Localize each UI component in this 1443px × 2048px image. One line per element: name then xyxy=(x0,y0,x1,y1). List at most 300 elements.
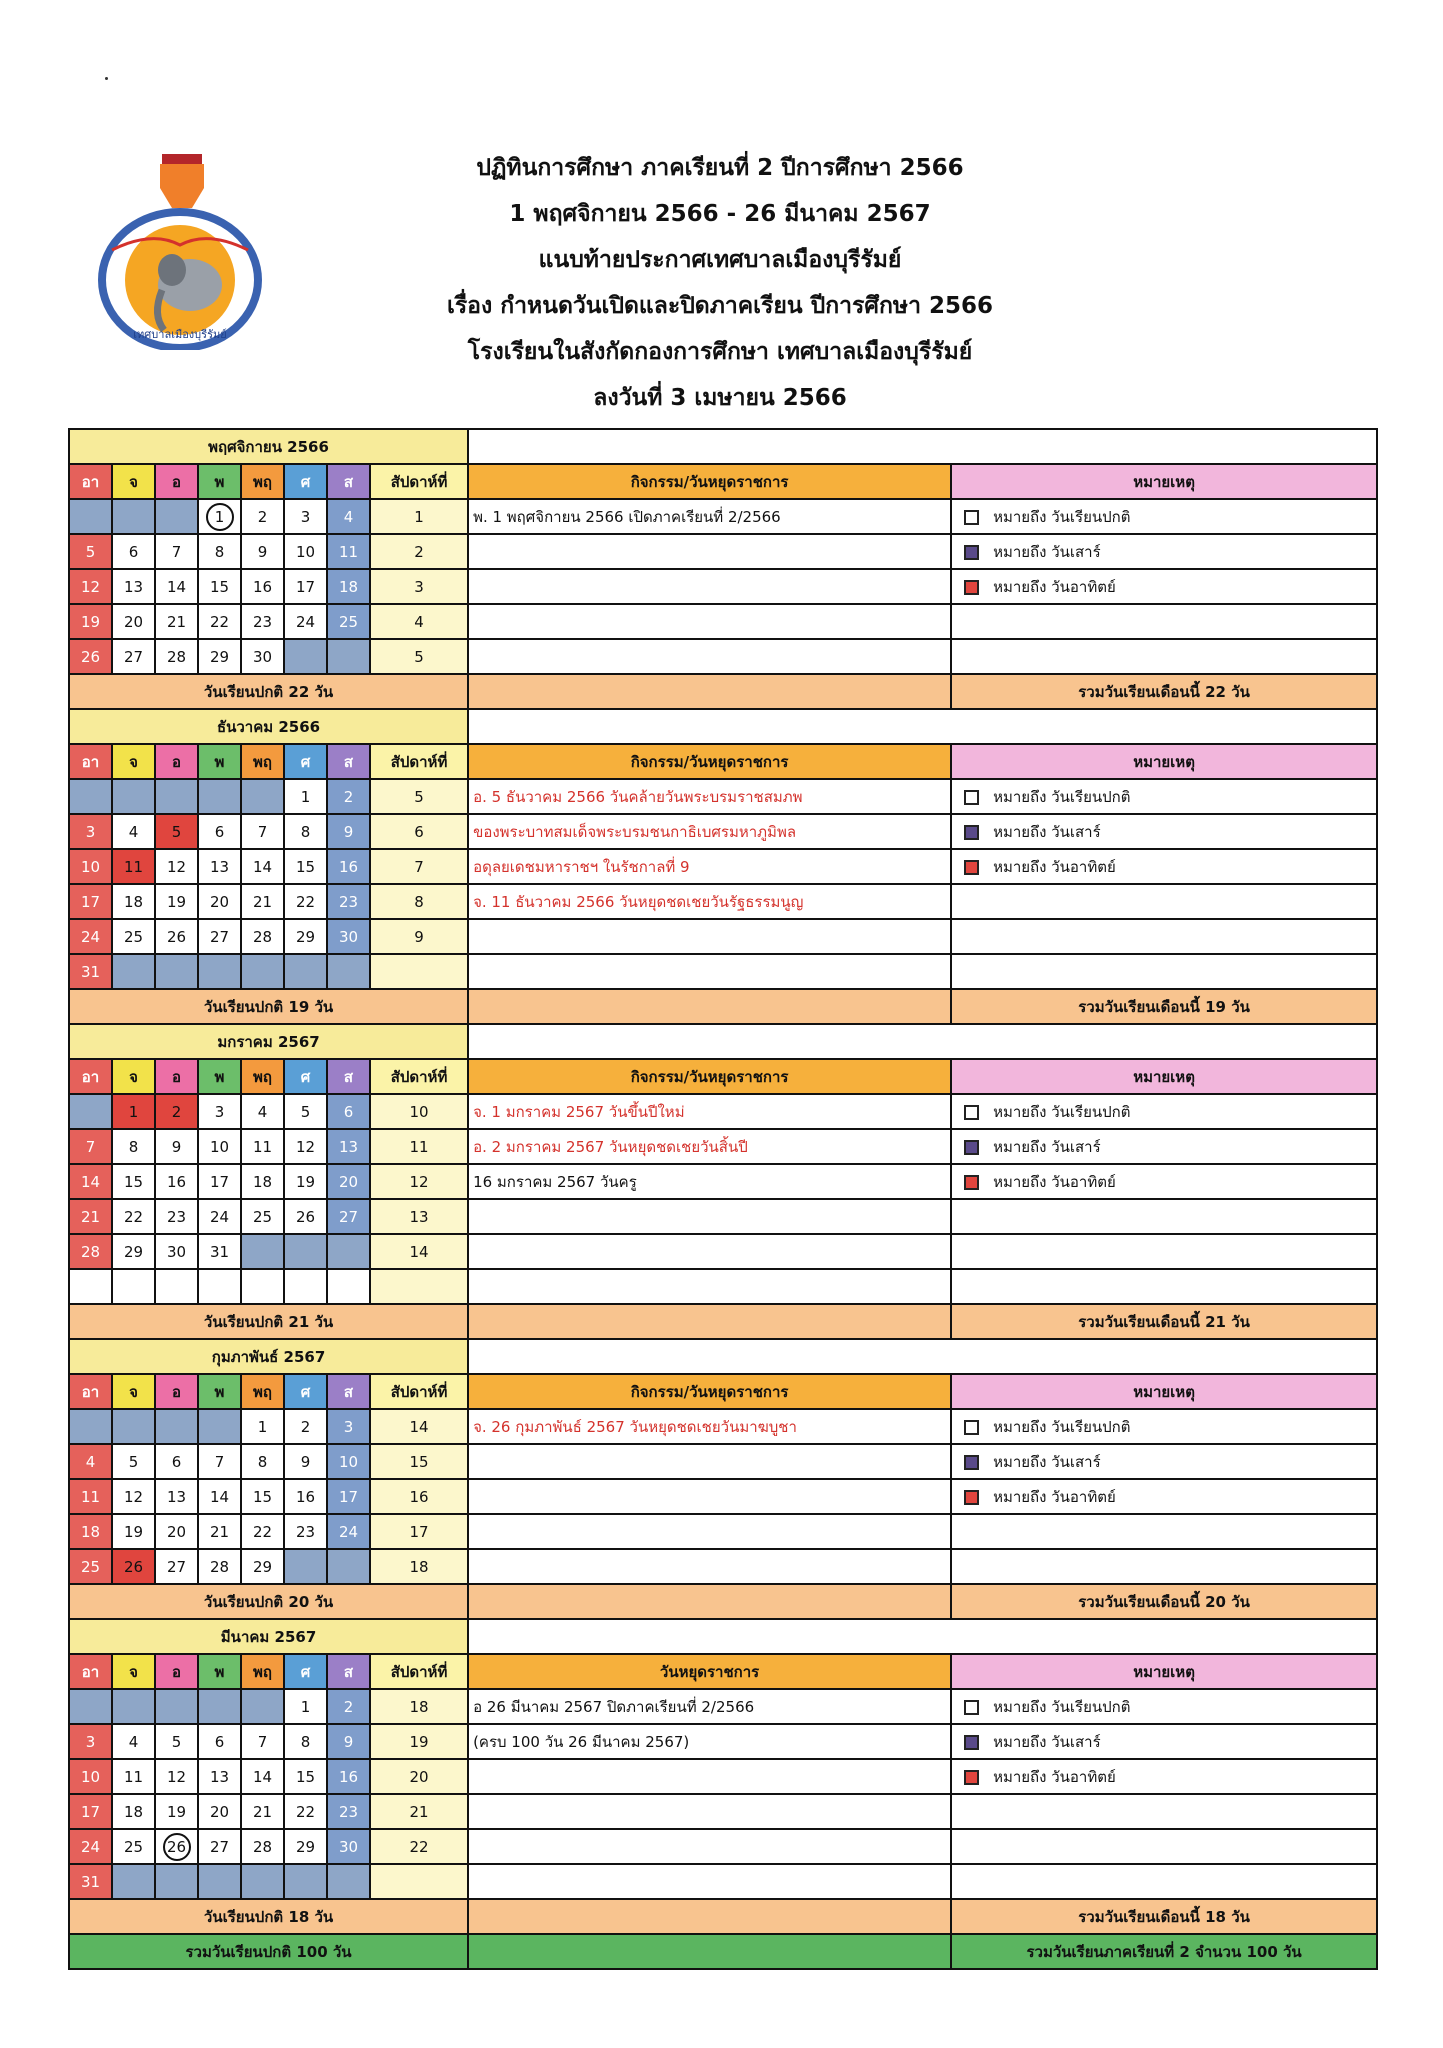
day-header: พ xyxy=(198,1059,241,1094)
activity-cell xyxy=(468,1759,951,1794)
day-cell: 26 xyxy=(112,1549,155,1584)
month-spacer xyxy=(468,429,1377,464)
month-title-row xyxy=(69,429,1377,464)
week-row xyxy=(69,779,1377,814)
day-cell xyxy=(327,1864,370,1899)
day-cell: 7 xyxy=(198,1444,241,1479)
day-header: ศ xyxy=(284,1654,327,1689)
day-header-row xyxy=(69,1654,1377,1689)
day-cell: 19 xyxy=(155,884,198,919)
day-cell: 28 xyxy=(241,919,284,954)
note-cell xyxy=(951,954,1377,989)
title-line-1: ปฏิทินการศึกษา ภาคเรียนที่ 2 ปีการศึกษา 2566 xyxy=(476,155,964,181)
day-cell: 13 xyxy=(198,1759,241,1794)
note-header: หมายเหตุ xyxy=(951,744,1377,779)
note-cell xyxy=(951,1864,1377,1899)
day-cell: 12 xyxy=(155,849,198,884)
day-cell: 31 xyxy=(69,1864,112,1899)
day-cell: 5 xyxy=(155,1724,198,1759)
day-cell: 18 xyxy=(69,1514,112,1549)
day-cell: 1 xyxy=(284,1689,327,1724)
week-number: 21 xyxy=(370,1794,468,1829)
note-cell xyxy=(951,1759,1377,1794)
day-cell: 11 xyxy=(112,1759,155,1794)
activity-cell xyxy=(468,1549,951,1584)
day-cell xyxy=(155,779,198,814)
activity-header: กิจกรรม/วันหยุดราชการ xyxy=(468,1059,951,1094)
week-header: สัปดาห์ที่ xyxy=(370,1374,468,1409)
week-number: 14 xyxy=(370,1409,468,1444)
day-cell: 19 xyxy=(112,1514,155,1549)
day-cell xyxy=(198,954,241,989)
week-row xyxy=(69,1864,1377,1899)
week-row xyxy=(69,1164,1377,1199)
note-cell xyxy=(951,1269,1377,1304)
month-total-days: รวมวันเรียนเดือนนี้ 18 วัน xyxy=(951,1899,1377,1934)
day-cell xyxy=(241,1864,284,1899)
day-cell: 27 xyxy=(155,1549,198,1584)
month-school-days: วันเรียนปกติ 20 วัน xyxy=(69,1584,468,1619)
activity-cell: อ 26 มีนาคม 2567 ปิดภาคเรียนที่ 2/2566 xyxy=(468,1689,951,1724)
legend-text: หมายถึง วันเรียนปกติ xyxy=(993,1417,1131,1436)
note-cell xyxy=(951,884,1377,919)
note-header: หมายเหตุ xyxy=(951,1654,1377,1689)
day-header: อ xyxy=(155,744,198,779)
day-cell: 25 xyxy=(112,1829,155,1864)
day-cell: 13 xyxy=(112,569,155,604)
day-header: พฤ xyxy=(241,464,284,499)
day-cell xyxy=(155,1269,198,1304)
day-cell: 16 xyxy=(155,1164,198,1199)
legend-text: หมายถึง วันอาทิตย์ xyxy=(993,577,1116,596)
grand-total-left: รวมวันเรียนปกติ 100 วัน xyxy=(69,1934,468,1969)
day-cell: 14 xyxy=(241,1759,284,1794)
month-summary-row xyxy=(69,1899,1377,1934)
activity-cell: (ครบ 100 วัน 26 มีนาคม 2567) xyxy=(468,1724,951,1759)
week-number xyxy=(370,1269,468,1304)
week-row xyxy=(69,1234,1377,1269)
day-cell: 27 xyxy=(198,1829,241,1864)
month-summary-row xyxy=(69,674,1377,709)
day-header: อ xyxy=(155,1374,198,1409)
activity-header: กิจกรรม/วันหยุดราชการ xyxy=(468,1374,951,1409)
day-cell: 8 xyxy=(198,534,241,569)
week-number: 9 xyxy=(370,919,468,954)
day-cell: 26 xyxy=(69,639,112,674)
week-row xyxy=(69,1409,1377,1444)
legend-swatch xyxy=(964,860,979,875)
day-cell: 8 xyxy=(284,814,327,849)
day-header: ส xyxy=(327,1654,370,1689)
note-cell xyxy=(951,849,1377,884)
municipality-logo xyxy=(92,150,267,350)
day-cell: 31 xyxy=(69,954,112,989)
day-cell xyxy=(284,1549,327,1584)
activity-cell: อ. 5 ธันวาคม 2566 วันคล้ายวันพระบรมราชสมภพ xyxy=(468,779,951,814)
day-cell: 24 xyxy=(69,919,112,954)
legend-swatch xyxy=(964,1420,979,1435)
note-cell xyxy=(951,639,1377,674)
summary-spacer xyxy=(468,1899,951,1934)
month-summary-row xyxy=(69,1304,1377,1339)
week-number: 4 xyxy=(370,604,468,639)
week-row xyxy=(69,849,1377,884)
week-number: 8 xyxy=(370,884,468,919)
note-cell xyxy=(951,1094,1377,1129)
day-header: ศ xyxy=(284,1059,327,1094)
day-cell: 23 xyxy=(327,884,370,919)
day-cell: 13 xyxy=(327,1129,370,1164)
week-row xyxy=(69,954,1377,989)
week-number: 15 xyxy=(370,1444,468,1479)
day-cell xyxy=(69,779,112,814)
note-cell xyxy=(951,534,1377,569)
day-cell: 12 xyxy=(69,569,112,604)
title-line-3: แนบท้ายประกาศเทศบาลเมืองบุรีรัมย์ xyxy=(538,247,902,273)
day-cell: 11 xyxy=(69,1479,112,1514)
day-cell: 24 xyxy=(327,1514,370,1549)
legend-swatch xyxy=(964,1175,979,1190)
day-cell: 13 xyxy=(155,1479,198,1514)
legend-swatch xyxy=(964,1770,979,1785)
day-cell: 2 xyxy=(284,1409,327,1444)
circled-date: 26 xyxy=(163,1833,191,1861)
day-cell xyxy=(327,1234,370,1269)
activity-cell xyxy=(468,1444,951,1479)
day-cell: 6 xyxy=(112,534,155,569)
day-cell: 7 xyxy=(241,1724,284,1759)
day-cell: 28 xyxy=(241,1829,284,1864)
day-cell xyxy=(284,1864,327,1899)
legend-text: หมายถึง วันเรียนปกติ xyxy=(993,1697,1131,1716)
day-cell: 4 xyxy=(112,814,155,849)
day-cell: 7 xyxy=(69,1129,112,1164)
day-cell: 29 xyxy=(241,1549,284,1584)
legend-text: หมายถึง วันเสาร์ xyxy=(993,822,1101,841)
day-header: พ xyxy=(198,744,241,779)
day-cell: 5 xyxy=(155,814,198,849)
day-cell: 21 xyxy=(198,1514,241,1549)
legend-swatch xyxy=(964,790,979,805)
legend-swatch xyxy=(964,825,979,840)
week-header: สัปดาห์ที่ xyxy=(370,1654,468,1689)
legend-swatch xyxy=(964,1700,979,1715)
month-total-days: รวมวันเรียนเดือนนี้ 22 วัน xyxy=(951,674,1377,709)
summary-spacer xyxy=(468,1304,951,1339)
activity-cell xyxy=(468,1864,951,1899)
day-cell: 3 xyxy=(198,1094,241,1129)
day-cell: 23 xyxy=(241,604,284,639)
activity-cell xyxy=(468,1829,951,1864)
day-cell xyxy=(327,954,370,989)
academic-calendar xyxy=(68,428,1376,1970)
day-cell: 22 xyxy=(198,604,241,639)
day-cell: 17 xyxy=(198,1164,241,1199)
week-row xyxy=(69,1794,1377,1829)
note-cell xyxy=(951,1549,1377,1584)
day-header: จ xyxy=(112,1374,155,1409)
day-cell: 1 xyxy=(284,779,327,814)
day-cell: 3 xyxy=(69,814,112,849)
week-row xyxy=(69,569,1377,604)
day-cell: 14 xyxy=(198,1479,241,1514)
day-header: อา xyxy=(69,1059,112,1094)
day-cell: 8 xyxy=(241,1444,284,1479)
day-cell: 20 xyxy=(327,1164,370,1199)
month-spacer xyxy=(468,1024,1377,1059)
day-cell: 12 xyxy=(112,1479,155,1514)
day-cell xyxy=(284,1269,327,1304)
activity-cell: ของพระบาทสมเด็จพระบรมชนกาธิเบศรมหาภูมิพล xyxy=(468,814,951,849)
day-cell: 21 xyxy=(241,884,284,919)
day-cell: 9 xyxy=(284,1444,327,1479)
note-cell xyxy=(951,1479,1377,1514)
day-header: จ xyxy=(112,744,155,779)
day-cell xyxy=(155,1829,198,1864)
day-header-row xyxy=(69,744,1377,779)
day-header: พฤ xyxy=(241,1059,284,1094)
day-cell: 14 xyxy=(69,1164,112,1199)
day-cell: 23 xyxy=(327,1794,370,1829)
day-cell: 22 xyxy=(284,884,327,919)
day-cell xyxy=(155,499,198,534)
day-cell: 19 xyxy=(284,1164,327,1199)
day-cell: 6 xyxy=(327,1094,370,1129)
week-row xyxy=(69,1689,1377,1724)
day-cell: 17 xyxy=(327,1479,370,1514)
week-number: 6 xyxy=(370,814,468,849)
legend-swatch xyxy=(964,1105,979,1120)
day-cell: 27 xyxy=(112,639,155,674)
legend-text: หมายถึง วันอาทิตย์ xyxy=(993,1767,1116,1786)
day-cell xyxy=(155,1409,198,1444)
month-name: ธันวาคม 2566 xyxy=(69,709,468,744)
legend-text: หมายถึง วันเรียนปกติ xyxy=(993,787,1131,806)
legend-text: หมายถึง วันอาทิตย์ xyxy=(993,1487,1116,1506)
legend-swatch xyxy=(964,510,979,525)
grand-total-row xyxy=(69,1934,1377,1969)
week-number: 22 xyxy=(370,1829,468,1864)
week-number: 12 xyxy=(370,1164,468,1199)
svg-text:เทศบาลเมืองบุรีรัมย์: เทศบาลเมืองบุรีรัมย์ xyxy=(133,328,227,341)
day-cell: 2 xyxy=(155,1094,198,1129)
day-cell: 6 xyxy=(198,814,241,849)
day-cell: 28 xyxy=(155,639,198,674)
day-header: พ xyxy=(198,1374,241,1409)
day-cell: 5 xyxy=(112,1444,155,1479)
day-cell: 11 xyxy=(112,849,155,884)
week-number: 19 xyxy=(370,1724,468,1759)
note-cell xyxy=(951,779,1377,814)
week-row xyxy=(69,1514,1377,1549)
activity-cell xyxy=(468,919,951,954)
day-cell xyxy=(241,1234,284,1269)
day-cell xyxy=(112,1864,155,1899)
activity-cell xyxy=(468,604,951,639)
day-cell xyxy=(327,639,370,674)
week-number: 13 xyxy=(370,1199,468,1234)
activity-cell: จ. 11 ธันวาคม 2566 วันหยุดชดเชยวันรัฐธรรมนูญ xyxy=(468,884,951,919)
day-header: พ xyxy=(198,464,241,499)
week-row xyxy=(69,639,1377,674)
day-header: พฤ xyxy=(241,1654,284,1689)
day-cell: 25 xyxy=(69,1549,112,1584)
day-cell: 24 xyxy=(198,1199,241,1234)
activity-cell xyxy=(468,639,951,674)
week-number: 20 xyxy=(370,1759,468,1794)
day-cell xyxy=(69,1269,112,1304)
week-row xyxy=(69,1479,1377,1514)
day-cell: 29 xyxy=(198,639,241,674)
week-number: 5 xyxy=(370,639,468,674)
week-row xyxy=(69,1129,1377,1164)
week-number: 7 xyxy=(370,849,468,884)
day-cell: 6 xyxy=(155,1444,198,1479)
day-cell xyxy=(112,1689,155,1724)
day-header-row xyxy=(69,1374,1377,1409)
legend-swatch xyxy=(964,545,979,560)
day-cell xyxy=(112,1269,155,1304)
activity-cell xyxy=(468,569,951,604)
summary-spacer xyxy=(468,674,951,709)
note-cell xyxy=(951,569,1377,604)
legend-text: หมายถึง วันอาทิตย์ xyxy=(993,1172,1116,1191)
day-cell: 2 xyxy=(327,1689,370,1724)
month-name: กุมภาพันธ์ 2567 xyxy=(69,1339,468,1374)
day-header: ศ xyxy=(284,1374,327,1409)
day-cell xyxy=(241,1689,284,1724)
activity-cell: จ. 1 มกราคม 2567 วันขึ้นปีใหม่ xyxy=(468,1094,951,1129)
week-number: 14 xyxy=(370,1234,468,1269)
day-cell: 17 xyxy=(69,1794,112,1829)
day-cell xyxy=(69,499,112,534)
day-header: อ xyxy=(155,1059,198,1094)
note-header: หมายเหตุ xyxy=(951,1059,1377,1094)
day-cell: 11 xyxy=(241,1129,284,1164)
activity-cell: พ. 1 พฤศจิกายน 2566 เปิดภาคเรียนที่ 2/2566 xyxy=(468,499,951,534)
day-cell xyxy=(112,499,155,534)
day-cell: 25 xyxy=(112,919,155,954)
day-cell: 15 xyxy=(284,1759,327,1794)
day-cell: 22 xyxy=(241,1514,284,1549)
day-cell: 21 xyxy=(241,1794,284,1829)
title-line-6: ลงวันที่ 3 เมษายน 2566 xyxy=(593,385,847,411)
day-cell: 9 xyxy=(327,1724,370,1759)
summary-spacer xyxy=(468,1584,951,1619)
month-total-days: รวมวันเรียนเดือนนี้ 21 วัน xyxy=(951,1304,1377,1339)
day-cell xyxy=(112,1409,155,1444)
day-cell: 4 xyxy=(112,1724,155,1759)
activity-cell xyxy=(468,954,951,989)
day-cell: 18 xyxy=(112,1794,155,1829)
summary-spacer xyxy=(468,989,951,1024)
day-cell: 9 xyxy=(327,814,370,849)
month-spacer xyxy=(468,709,1377,744)
day-cell: 26 xyxy=(155,919,198,954)
grand-total-right: รวมวันเรียนภาคเรียนที่ 2 จำนวน 100 วัน xyxy=(951,1934,1377,1969)
activity-cell xyxy=(468,1794,951,1829)
week-header: สัปดาห์ที่ xyxy=(370,464,468,499)
day-cell: 3 xyxy=(69,1724,112,1759)
legend-text: หมายถึง วันเรียนปกติ xyxy=(993,1102,1131,1121)
day-cell xyxy=(69,1409,112,1444)
day-cell: 15 xyxy=(198,569,241,604)
day-cell xyxy=(198,1864,241,1899)
legend-text: หมายถึง วันเรียนปกติ xyxy=(993,507,1131,526)
day-cell: 12 xyxy=(155,1759,198,1794)
day-cell: 3 xyxy=(327,1409,370,1444)
activity-header: วันหยุดราชการ xyxy=(468,1654,951,1689)
day-cell xyxy=(69,1689,112,1724)
day-header: อ xyxy=(155,1654,198,1689)
week-row xyxy=(69,1199,1377,1234)
month-school-days: วันเรียนปกติ 21 วัน xyxy=(69,1304,468,1339)
day-cell: 12 xyxy=(284,1129,327,1164)
day-cell: 22 xyxy=(112,1199,155,1234)
day-cell xyxy=(241,954,284,989)
week-row xyxy=(69,919,1377,954)
day-cell: 16 xyxy=(327,1759,370,1794)
month-summary-row xyxy=(69,1584,1377,1619)
day-cell: 24 xyxy=(284,604,327,639)
week-number: 11 xyxy=(370,1129,468,1164)
month-spacer xyxy=(468,1619,1377,1654)
week-number: 2 xyxy=(370,534,468,569)
activity-header: กิจกรรม/วันหยุดราชการ xyxy=(468,744,951,779)
title-line-5: โรงเรียนในสังกัดกองการศึกษา เทศบาลเมืองบุรีรัมย์ xyxy=(467,339,973,365)
day-cell: 9 xyxy=(241,534,284,569)
day-cell: 10 xyxy=(198,1129,241,1164)
grand-total-spacer xyxy=(468,1934,951,1969)
day-cell xyxy=(198,499,241,534)
note-cell xyxy=(951,814,1377,849)
calendar-table xyxy=(68,428,1378,1970)
note-cell xyxy=(951,1129,1377,1164)
week-number: 3 xyxy=(370,569,468,604)
month-name: มกราคม 2567 xyxy=(69,1024,468,1059)
activity-cell xyxy=(468,534,951,569)
day-cell: 30 xyxy=(327,919,370,954)
month-title-row xyxy=(69,1339,1377,1374)
day-cell: 4 xyxy=(327,499,370,534)
week-row xyxy=(69,1724,1377,1759)
week-row xyxy=(69,1444,1377,1479)
day-cell: 21 xyxy=(69,1199,112,1234)
day-cell: 28 xyxy=(69,1234,112,1269)
day-header: อ xyxy=(155,464,198,499)
day-cell: 15 xyxy=(284,849,327,884)
day-cell: 27 xyxy=(327,1199,370,1234)
legend-text: หมายถึง วันอาทิตย์ xyxy=(993,857,1116,876)
month-summary-row xyxy=(69,989,1377,1024)
day-cell: 10 xyxy=(69,849,112,884)
day-cell: 17 xyxy=(284,569,327,604)
day-cell: 10 xyxy=(327,1444,370,1479)
week-number: 10 xyxy=(370,1094,468,1129)
note-cell xyxy=(951,1689,1377,1724)
day-cell: 2 xyxy=(327,779,370,814)
day-cell xyxy=(284,1234,327,1269)
day-cell: 14 xyxy=(155,569,198,604)
day-cell xyxy=(112,779,155,814)
legend-text: หมายถึง วันเสาร์ xyxy=(993,1137,1101,1156)
day-cell xyxy=(198,1269,241,1304)
day-cell: 4 xyxy=(241,1094,284,1129)
day-cell: 31 xyxy=(198,1234,241,1269)
day-header: จ xyxy=(112,464,155,499)
day-header: อา xyxy=(69,744,112,779)
day-cell: 25 xyxy=(241,1199,284,1234)
